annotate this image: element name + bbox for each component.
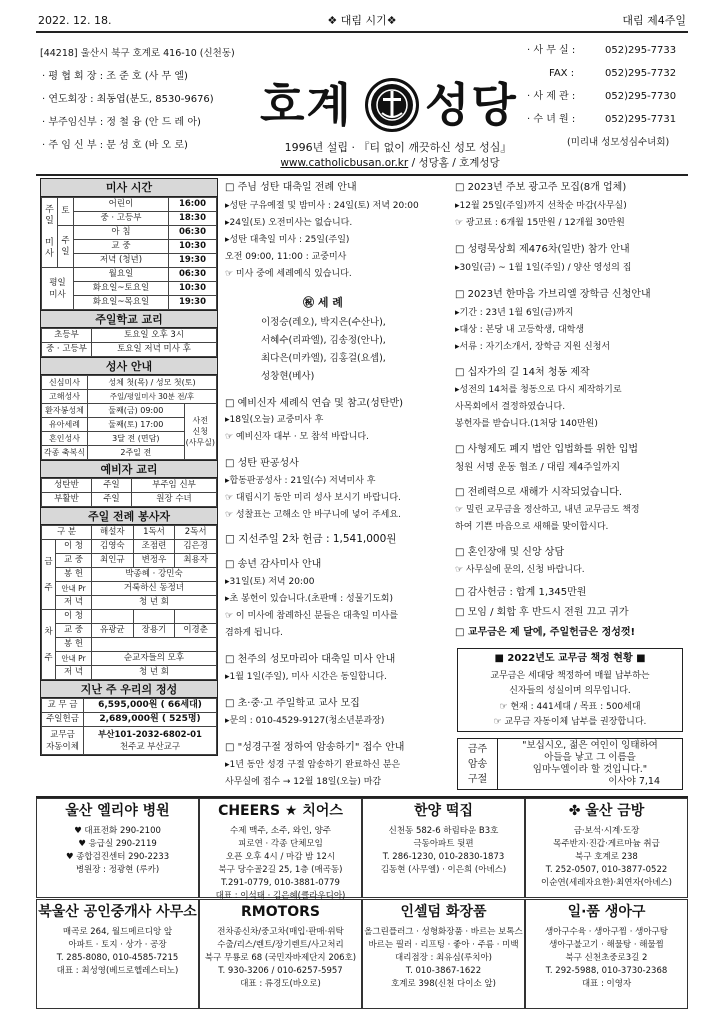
catechumen-table (41, 478, 217, 507)
class-name: 부활반 (42, 493, 92, 507)
ad-line: ♥ 종합검진센터 290-2233 (65, 852, 170, 862)
mass-name: 저녁 (청년) (74, 254, 169, 268)
ad-card (36, 798, 199, 898)
verse-line: "보십시오, 젊은 여인이 잉태하여 (522, 740, 658, 751)
tithe-box (457, 648, 683, 732)
liturgical-season: ❖ 대림 시기❖ (327, 14, 397, 27)
sacrament-name: 유아세례 (42, 418, 88, 432)
council-president: · 평 협 회 장 : 조 준 호 (사 무 엘) (42, 71, 188, 82)
notice-line: ▸초 봉헌이 있습니다.(초판매 : 성물기도회) (225, 594, 393, 604)
label-text: 교무금 (50, 729, 75, 740)
col-head: 구 분 (42, 526, 92, 540)
notice-line: 겸하게 됩니다. (225, 628, 283, 638)
notice-line: ☞ 예비신자 대부 · 모 참석 바랍니다. (225, 432, 369, 442)
mass-time: 06:30 (168, 268, 216, 282)
tithe-title: ■ 2022년도 교무금 책정 현황 ■ (494, 653, 646, 664)
sacrament-table (41, 375, 217, 460)
associate-pastor: · 부주임신부 : 정 철 융 (안 드 레 아) (42, 117, 201, 128)
ad-line: 병원장 : 정광현 (루카) (75, 865, 160, 875)
server: 거룩하신 동정녀 (92, 582, 217, 596)
notice-line: ▸1월 1일(주일), 미사 시간은 동일합니다. (225, 672, 387, 682)
server: 이경춘 (175, 624, 217, 638)
website-line (250, 157, 530, 170)
title-seongdang: 성당 (425, 78, 518, 132)
baptism-names: 이정승(레오), 박지은(수산나), (261, 317, 386, 328)
label-char: 금 (44, 556, 53, 567)
mass-slot: 안내 Pr (56, 652, 92, 666)
label-char: 일 (45, 216, 54, 226)
school-table (41, 328, 217, 357)
verse-text (498, 740, 682, 788)
this-week-label (42, 540, 56, 610)
ad-line: 수제 맥주, 소주, 와인, 양주 (229, 826, 332, 836)
col-head: 2독서 (175, 526, 217, 540)
mass-name: 교 중 (74, 240, 169, 254)
mass-slot: 저 녁 (56, 666, 92, 680)
tithe-line: ☞ 현재 : 441세대 / 목표 : 500세대 (499, 702, 641, 712)
sacrament-name: 각종 축복식 (42, 446, 88, 460)
server: 최용자 (175, 554, 217, 568)
sacrament-info: 3달 전 (면담) (88, 432, 185, 446)
contact-label: · 수 녀 원 : (527, 114, 576, 125)
verse-reference: 이사야 7,14 (608, 776, 660, 787)
address: [44218] 울산시 북구 호계로 416-10 (신천동) (40, 48, 235, 59)
notice-line: □ 송년 감사미사 안내 (225, 559, 322, 570)
notice-line: □ 사형제도 폐지 법안 입법화를 위한 입법 (455, 444, 639, 455)
ad-line: 북구 무룡로 68 (국민자바제단지 206호) (204, 953, 357, 963)
notice-line: ☞ 이 미사에 참례하신 분들은 대축일 미사를 (225, 611, 399, 621)
ad-card (199, 899, 362, 1009)
established: 1996년 설립 · 『티 없이 깨끗하신 성모 성심』 (284, 141, 512, 154)
server: 조점련 (133, 540, 175, 554)
notice-line: □ 전례력으로 새해가 시작되었습니다. (455, 487, 623, 498)
auto-transfer-label (42, 727, 84, 755)
col-head: 해설자 (92, 526, 134, 540)
notice-line: □ 모임 / 회합 후 반드시 전원 끄고 귀가 (455, 607, 629, 618)
mass-name: 화요일~토요일 (74, 282, 169, 296)
account-holder: 천주교 부산교구 (119, 741, 181, 752)
ad-line: 대표 : 류경도(바오로) (240, 979, 321, 989)
notice-line: □ 주님 성탄 대축일 전례 안내 (225, 182, 357, 193)
notice-line: ▸30일(금) ~ 1월 1일(주일) / 양산 영성의 집 (455, 263, 632, 273)
website-suffix: / 성당홈 / 호계성당 (411, 157, 500, 169)
mass-slot: 저 녁 (56, 596, 92, 610)
ad-line: 오픈 오후 4시 / 마감 밤 12시 (225, 852, 336, 862)
notice-line: ▸대상 : 본당 내 고등학생, 대학생 (455, 325, 585, 335)
sacrament-apply-note (184, 404, 216, 460)
association-president: · 연도회장 : 최동엽(분도, 8530-9676) (42, 94, 214, 105)
mass-name: 아 침 (74, 226, 169, 240)
notice-line: ☞ 사무실에 문의, 신청 바랍니다. (455, 565, 585, 575)
offering-value: 2,689,000원 ( 525명) (84, 713, 217, 727)
weekday-label (42, 268, 74, 310)
mass-time: 19:30 (168, 296, 216, 310)
sunday-label (58, 226, 74, 268)
contact-value: 052)295-7733 (605, 45, 677, 56)
offering-label: 주일헌금 (42, 713, 84, 727)
notice-line: ▸1년 동안 성경 구절 암송하기 완료하신 분은 (225, 760, 401, 770)
mass-slot: 이 청 (56, 610, 92, 624)
header-left (40, 45, 250, 165)
notice-line: 사무실에 접수 → 12월 18일(오늘) 마감 (225, 777, 382, 787)
ad-line: 북구 당수골2길 25, 1층 (매곡동) (218, 865, 343, 875)
parish-seal-icon (365, 78, 419, 132)
class-teacher: 부주임 신부 (132, 479, 217, 493)
class-day: 주일 (92, 479, 132, 493)
notice-line: □ 혼인장애 및 신앙 상담 (455, 547, 565, 558)
sacrament-name: 환자봉성체 (42, 404, 88, 418)
notice-line: □ 지선주일 2차 헌금 : 1,541,000원 (225, 533, 397, 545)
notice-line: ▸기간 : 23년 1월 6일(금)까지 (455, 308, 574, 318)
notice-line: 하여 기쁜 마음으로 새해를 맞이합시다. (455, 522, 609, 532)
ad-line: 아파트 · 토지 · 상가 · 공장 (68, 940, 167, 950)
ad-line: 수출/리스/렌트/장기렌트/사고처리 (217, 940, 344, 950)
school-group: 초등부 (42, 329, 92, 343)
baptism-names: 최다은(미카엘), 김홍걸(요셉), (261, 353, 386, 364)
weekend-label (42, 198, 58, 268)
liturgical-week: 대림 제4주일 (622, 14, 686, 27)
server: 청 년 회 (92, 596, 217, 610)
notice-line: ☞ 밀린 교무금을 정산하고, 내년 교무금도 책정 (455, 505, 640, 515)
notice-line: □ 십자가의 길 14처 청동 제작 (455, 367, 590, 378)
mass-slot: 봉 헌 (56, 638, 92, 652)
notice-line: ▸서류 : 자기소개서, 장학금 지원 신청서 (455, 342, 611, 352)
ad-card (36, 899, 199, 1009)
ad-line: 이순연(세레자요한)·최연자(아녜스) (541, 878, 672, 888)
ad-title: 북울산 공인중개사 사무소 (38, 904, 197, 920)
server: 최인규 (92, 554, 134, 568)
note-text: (사무실) (185, 438, 215, 447)
ad-line: 바르는 필러 · 리프팅 · 좋아 · 주름 · 미백 (368, 940, 519, 950)
left-info-column (40, 178, 218, 756)
col-head: 1독서 (133, 526, 175, 540)
class-day: 주일 (92, 493, 132, 507)
label-char: 주 (44, 652, 53, 663)
notice-line: ☞ 광고료 : 6개월 15만원 / 12개월 30만원 (455, 218, 625, 228)
ad-line: ♥ 응급실 290-2119 (78, 839, 157, 849)
notice-line: □ 교무금은 제 달에, 주일헌금은 정성껏! (455, 627, 636, 638)
label-char: 주 (44, 582, 53, 593)
convent-note: (미리내 성모성심수녀회) (567, 137, 670, 148)
ad-title: 울산 엘리야 병원 (65, 803, 170, 819)
header-contacts (527, 45, 692, 170)
catechumen-title: 예비자 교리 (41, 460, 217, 478)
mass-name: 어린이 (74, 198, 169, 212)
pastor: · 주 임 신 부 : 문 성 호 (바 오 로) (42, 140, 188, 151)
ad-line: 생아구불고기 · 해물탕 · 해물찜 (549, 940, 664, 950)
baptism-names: 서혜수(리파엘), 김송정(안나), (261, 335, 386, 346)
school-time: 토요일 저녁 미사 후 (92, 343, 217, 357)
rectory-phone (527, 91, 677, 104)
school-group: 중 · 고등부 (42, 343, 92, 357)
ad-title: 일·품 생아구 (567, 904, 646, 920)
ad-line: 김동현 (사무엘) · 이은희 (아녜스) (380, 865, 507, 875)
convent-phone (527, 114, 677, 127)
mass-slot: 이 청 (56, 540, 92, 554)
mass-slot: 봉 헌 (56, 568, 92, 582)
mass-name: 화요일~목요일 (74, 296, 169, 310)
class-name: 성탄반 (42, 479, 92, 493)
label-text: 암송 (467, 759, 488, 770)
account-number: 부산101-2032-6802-01 (98, 729, 202, 740)
school-title: 주일학교 교리 (41, 310, 217, 328)
ad-line: 대표 : 이석태 · 김은혜(클라우디아) (215, 891, 346, 901)
office-phone (527, 45, 677, 58)
ad-line: 대리점장 : 최유심(루치아) (394, 953, 492, 963)
notice-line: ☞ 미사 중에 세례예식 있습니다. (225, 269, 352, 279)
notice-line: 오전 09:00, 11:00 : 교중미사 (225, 252, 347, 262)
verse-line: 임마누엘이라 할 것입니다." (532, 764, 648, 775)
contact-value: 052)295-7731 (605, 114, 677, 125)
ad-line: 신천동 582-6 하림타운 B3호 (388, 826, 499, 836)
server: 유광균 (92, 624, 134, 638)
notice-line: ▸31일(토) 저녁 20:00 (225, 577, 315, 587)
mass-name: 월요일 (74, 268, 169, 282)
offering-label: 교 무 금 (42, 699, 84, 713)
label-text: 미사 (49, 289, 66, 300)
ad-line: 금·보석·시계·도장 (573, 826, 640, 836)
class-teacher: 원장 수녀 (132, 493, 217, 507)
ad-line: 북구 호계로 238 (575, 852, 638, 862)
ad-line: T. 286-1230, 010-2830-1873 (382, 852, 505, 862)
note-text: 사전 (192, 416, 209, 425)
contact-label: · 사 무 실 : (527, 45, 576, 56)
title-hogye: 호계 (260, 78, 353, 132)
tithe-line: ☞ 교무금 자동이체 납부를 권장합니다. (493, 717, 647, 727)
mass-title: 미사 시간 (41, 179, 217, 197)
ad-line: 전차종신차/중고차(매입·판매·위탁 (217, 927, 344, 937)
ad-line: 극동아파트 뒷편 (413, 839, 474, 849)
issue-date: 2022. 12. 18. (38, 14, 112, 27)
ad-line: 대표 : 최성영(베드로헬레스터노) (56, 966, 179, 976)
ad-title: ✤ 울산 금방 (568, 803, 645, 819)
notice-line: ▸성탄 구유예절 및 밤미사 : 24일(토) 저녁 20:00 (225, 201, 419, 211)
baptism-names: 성창현(베사) (261, 371, 315, 382)
notice-line: □ 성령묵상회 제476차(일반) 참가 안내 (455, 244, 630, 255)
notice-line: 사목회에서 결정하였습니다. (455, 402, 566, 412)
saturday-label: 토 (58, 198, 74, 226)
notice-line: □ 천주의 성모마리아 대축일 미사 안내 (225, 654, 396, 665)
notice-line: ▸24일(토) 오전미사는 없습니다. (225, 218, 353, 228)
server: 박종혜 · 강민숙 (92, 568, 217, 582)
mass-slot: 교 중 (56, 554, 92, 568)
ad-line: T.291-0779, 010-3881-0779 (221, 878, 340, 888)
sacrament-info: 주일/평일미사 30분 전/후 (88, 390, 217, 404)
ad-line: 목주반지·진갑·게르마늄 취급 (553, 839, 660, 849)
sacrament-name: 신심미사 (42, 376, 88, 390)
ad-card (525, 798, 688, 898)
sacrament-info: 둘째(토) 17:00 (88, 418, 185, 432)
server: 장용기 (133, 624, 175, 638)
ad-title: 한양 떡집 (414, 803, 473, 819)
label-char: 주 (45, 205, 54, 215)
label-text: 자동이체 (46, 741, 79, 752)
ad-line: 매곡로 264, 월드메르디앙 앞 (62, 927, 173, 937)
ad-card (199, 798, 362, 901)
ad-card (362, 899, 525, 1009)
label-text: 금주 (467, 744, 488, 755)
ad-line: ♥ 대표전화 290-2100 (74, 826, 161, 836)
offering-table (41, 698, 217, 755)
notice-line: □ "성경구절 정하여 암송하기" 접수 안내 (225, 742, 405, 753)
sacrament-name: 혼인성사 (42, 432, 88, 446)
tithe-line: 교무금은 세대당 책정하여 매월 납부하는 (490, 671, 650, 681)
notice-line: ▸성탄 대축일 미사 : 25일(주일) (225, 235, 350, 245)
notice-line: □ 예비신자 세례식 연습 및 참고(성탄반) (225, 398, 404, 409)
mass-name: 중 · 고등부 (74, 212, 169, 226)
notice-line: □ 성탄 판공성사 (225, 458, 299, 469)
ad-line: T. 010-3867-1622 (405, 966, 482, 976)
server: 변정우 (133, 554, 175, 568)
ad-title: 인셀덤 화장품 (400, 904, 487, 920)
auto-transfer-account (84, 727, 217, 755)
ad-line: 생아구수육 · 생아구찜 · 생아구탕 (545, 927, 668, 937)
ad-line: T. 292-5988, 010-3730-2368 (545, 966, 668, 976)
notice-line: □ 2023년 한마음 가브리엘 장학금 신청안내 (455, 289, 651, 300)
ad-line: T. 252-0507, 010-3877-0522 (545, 865, 668, 875)
school-time: 토요일 오후 3시 (92, 329, 217, 343)
ad-line: T. 930-3206 / 010-6257-5957 (218, 966, 343, 976)
label-char: 주 (61, 235, 70, 246)
sacrament-info: 둘째(금) 09:00 (88, 404, 185, 418)
ad-title: CHEERS ★ 치어스 (218, 803, 343, 819)
mass-slot: 안내 Pr (56, 582, 92, 596)
server: 순교자들의 모후 (92, 652, 217, 666)
ad-line: T. 285-8080, 010-4585-7215 (56, 953, 179, 963)
verse-line: 아들을 낳고 그 이름을 (544, 752, 636, 763)
label-char: 차 (44, 626, 53, 637)
label-char: 미 (45, 238, 54, 248)
ad-line: 대표 : 이영자 (581, 979, 632, 989)
mass-time: 16:00 (168, 198, 216, 212)
ad-line: 피로연 · 각종 단체모임 (238, 839, 323, 849)
verse-box (457, 738, 683, 790)
mass-time: 06:30 (168, 226, 216, 240)
label-text: 구절 (467, 774, 488, 785)
mass-time: 10:30 (168, 282, 216, 296)
notice-line: ☞ 성찰표는 고해소 안 바구니에 넣어 주세요. (225, 510, 401, 520)
sacrament-name: 고해성사 (42, 390, 88, 404)
baptism-title: ㊗ 세 례 (303, 296, 343, 309)
notice-line: ☞ 대림시기 동안 미리 성사 보시기 바랍니다. (225, 493, 401, 503)
server: 청 년 회 (92, 666, 217, 680)
label-char: 일 (61, 246, 70, 257)
website-link[interactable]: www.catholicbusan.or.kr (280, 157, 409, 169)
offering-title: 지난 주 우리의 정성 (41, 680, 217, 698)
mass-slot: 교 중 (56, 624, 92, 638)
offering-value: 6,595,000원 ( 66세대) (84, 699, 217, 713)
sacrament-info: 성체 첫(목) / 성모 첫(토) (88, 376, 217, 390)
notice-line: ▸문의 : 010-4529-9127(청소년분과장) (225, 716, 385, 726)
fax (549, 68, 677, 81)
notice-line: ▸18일(오늘) 교중미사 후 (225, 415, 324, 425)
notice-line: 청원 서명 운동 협조 / 대림 제4주일까지 (455, 462, 621, 473)
mass-time: 18:30 (168, 212, 216, 226)
label-text: 평일 (49, 277, 66, 288)
label-char: 사 (45, 249, 54, 259)
contact-value: 052)295-7730 (605, 91, 677, 102)
liturgy-table (41, 525, 217, 680)
notice-line: ▸합동판공성사 : 21일(수) 저녁미사 후 (225, 476, 376, 486)
ad-card (525, 899, 688, 1009)
mass-time: 10:30 (168, 240, 216, 254)
header-rule (36, 174, 688, 176)
top-line (38, 14, 686, 28)
sacrament-title: 성사 안내 (41, 357, 217, 375)
ad-title: RMOTORS (241, 904, 320, 920)
mass-time: 19:30 (168, 254, 216, 268)
ad-line: 올그린플러그 · 성형화장품 · 바르는 보톡스 (364, 927, 523, 937)
liturgy-title: 주일 전례 봉사자 (41, 507, 217, 525)
sacrament-info: 2주일 전 (88, 446, 185, 460)
verse-label (458, 739, 498, 789)
notice-line: □ 감사헌금 : 합계 1,345만원 (455, 587, 587, 598)
contact-label: FAX : (549, 68, 575, 79)
server: 김영숙 (92, 540, 134, 554)
note-text: 신청 (192, 427, 209, 436)
ad-card (362, 798, 525, 898)
server: 김은경 (175, 540, 217, 554)
notice-line: ▸성전의 14처를 청동으로 다시 제작하기로 (455, 385, 622, 395)
notice-line: ▸12월 25일(주일)까지 선착순 마감(사무실) (455, 201, 627, 211)
notice-line: □ 초·중·고 주일학교 교사 모집 (225, 698, 360, 709)
contact-label: · 사 제 관 : (527, 91, 576, 102)
ad-line: 북구 신천초중로3길 2 (565, 953, 648, 963)
tithe-line: 신자들의 성실이며 의무입니다. (509, 686, 631, 696)
contact-value: 052)295-7732 (605, 68, 677, 79)
top-rule (36, 31, 688, 33)
ad-line: 호계로 398(신천 다이소 앞) (391, 979, 496, 989)
notice-line: □ 2023년 주보 광고주 모집(8개 업체) (455, 182, 627, 193)
next-week-label (42, 610, 56, 680)
notice-line: 봉헌자를 받습니다.(1처당 140만원) (455, 419, 598, 429)
mass-table (41, 197, 217, 310)
